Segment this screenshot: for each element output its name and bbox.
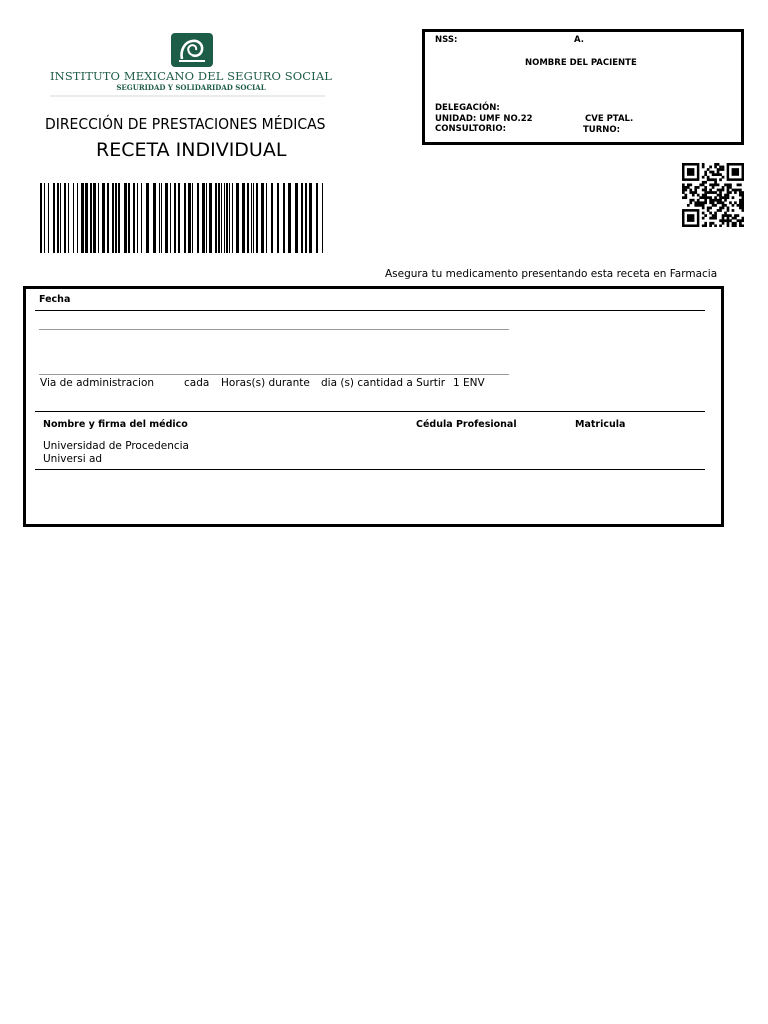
divider <box>35 411 705 412</box>
via-label: Via de administracion <box>40 377 155 389</box>
doctor-signature-label: Nombre y firma del médico <box>43 419 188 430</box>
divider <box>35 469 705 470</box>
universidad-label: Universidad de Procedencia <box>43 440 189 452</box>
prescription-box <box>23 286 724 527</box>
cve-ptal-label: CVE PTAL. <box>585 114 634 124</box>
logo-divider <box>50 95 325 97</box>
cedula-label: Cédula Profesional <box>416 419 517 430</box>
medication-line <box>39 374 509 375</box>
unidad-label: UNIDAD: UMF NO.22 <box>435 114 533 124</box>
consultorio-label: CONSULTORIO: <box>435 124 506 134</box>
nss-suffix: A. <box>574 35 584 45</box>
delegacion-label: DELEGACIÓN: <box>435 103 500 113</box>
universidad-value: Universi ad <box>43 453 103 465</box>
patient-info-box <box>422 29 744 145</box>
horas-label: Horas(s) durante <box>221 377 310 389</box>
nss-label: NSS: <box>435 35 458 45</box>
barcode-icon <box>40 183 326 253</box>
pharmacy-notice: Asegura tu medicamento presentando esta receta en Farmacia <box>385 268 718 280</box>
divider <box>35 310 705 311</box>
qr-code-icon <box>682 163 744 227</box>
patient-name-label: NOMBRE DEL PACIENTE <box>525 58 637 68</box>
dias-label: dia (s) cantidad a Surtir <box>321 377 446 389</box>
medication-line <box>39 329 509 330</box>
turno-label: TURNO: <box>583 125 620 135</box>
matricula-label: Matricula <box>575 419 626 430</box>
document-title: RECETA INDIVIDUAL <box>96 139 287 161</box>
cada-label: cada <box>184 377 210 389</box>
institution-tagline: SEGURIDAD Y SOLIDARIDAD SOCIAL <box>116 83 266 92</box>
institution-name: INSTITUTO MEXICANO DEL SEGURO SOCIAL <box>50 69 332 83</box>
direccion-heading: DIRECCIÓN DE PRESTACIONES MÉDICAS <box>45 115 326 133</box>
imss-logo-icon <box>171 33 213 67</box>
fecha-label: Fecha <box>39 294 71 305</box>
envases-value: 1 ENV <box>453 377 485 389</box>
